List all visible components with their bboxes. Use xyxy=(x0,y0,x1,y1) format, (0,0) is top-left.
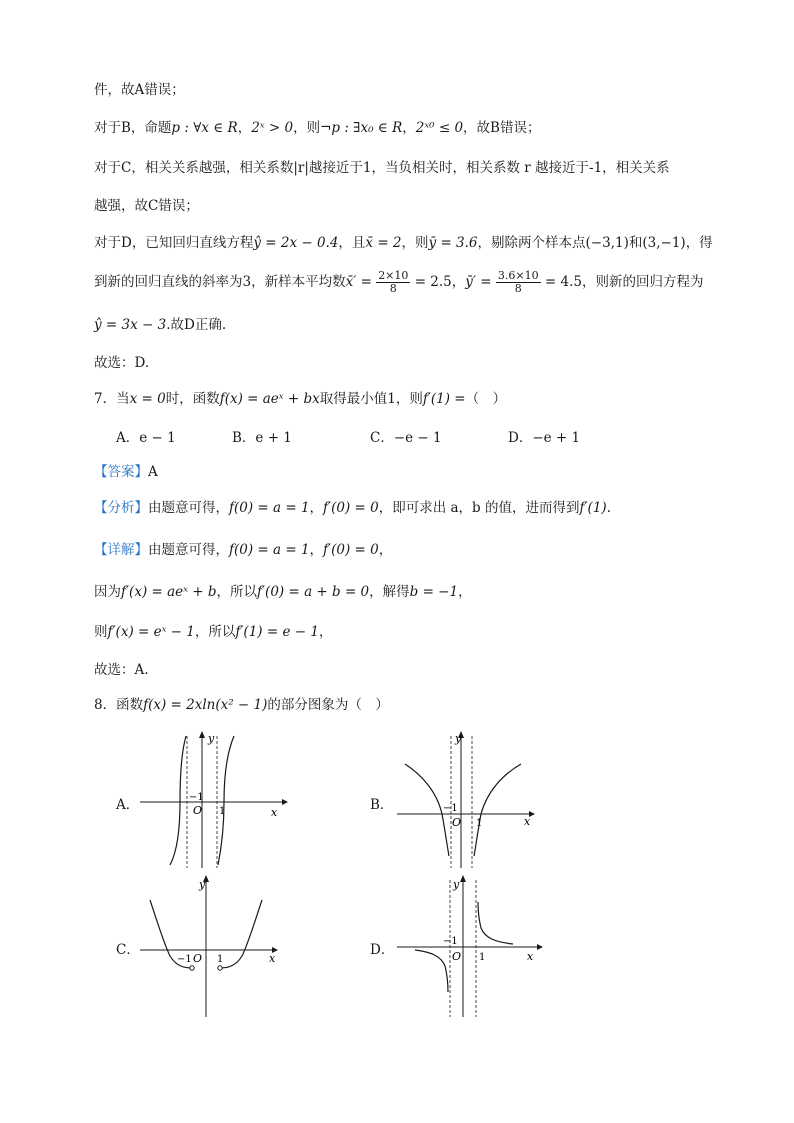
text-line-2: 对于B，命题p : ∀x ∈ R，2ˣ > 0，则¬p : ∃x₀ ∈ R，2ˣ⁰ ≤ 0，故B错误； xyxy=(94,120,541,136)
figure-b xyxy=(397,730,547,874)
x-label: x xyxy=(524,815,531,828)
neg1-label: −1 xyxy=(189,792,204,803)
text-line-3: 对于C，相关关系越强，相关系数|r|越接近于1，当负相关时，相关系数 r 越接近于-1，相关关系 xyxy=(94,160,670,176)
curve-left xyxy=(170,736,186,865)
y-label: y xyxy=(453,878,460,891)
because-line: 因为f′(x) = aeˣ + b，所以f′(0) = a + b = 0，解得b = −1， xyxy=(94,584,472,600)
figure-c-label: C． xyxy=(116,942,140,958)
text-line-4: 越强，故C错误； xyxy=(94,198,199,214)
x-label: x xyxy=(269,952,276,965)
y-label: y xyxy=(199,878,206,891)
option-b: B．e + 1 xyxy=(232,430,292,446)
text-line-6: 到新的回归直线的斜率为3，新样本平均数x̄′ = $\frac{2\times 10}{8}$ = 2.5，ȳ′ = $\frac{3.6\times 10}{8}$ = 4.5，则新的回归方程为 xyxy=(94,269,704,295)
x-label: x xyxy=(271,806,278,819)
pos1-label: 1 xyxy=(479,952,486,963)
curve-right xyxy=(218,736,234,865)
figure-a xyxy=(140,730,290,874)
option-d: D．−e + 1 xyxy=(508,430,581,446)
analysis-line: 【分析】由题意可得，f(0) = a = 1，f′(0) = 0，即可求出 a，b 的值，进而得到f′(1). xyxy=(94,500,611,516)
question-8: 8．函数f(x) = 2xln(x² − 1)的部分图象为（ ） xyxy=(94,697,389,713)
origin-label: O xyxy=(452,816,462,829)
option-a: A．e − 1 xyxy=(116,430,176,446)
y-axis-arrow xyxy=(199,731,205,738)
fraction-x: $\frac{2\times 10}{8}$ xyxy=(378,269,409,295)
origin-label: O xyxy=(452,950,462,963)
pos1-label: 1 xyxy=(476,818,483,829)
open-point-right xyxy=(218,966,222,970)
x-axis-arrow xyxy=(537,944,543,950)
figure-d xyxy=(397,874,547,1023)
answer-tag: 【答案】 xyxy=(94,464,148,480)
origin-label: O xyxy=(193,952,203,965)
origin-label: O xyxy=(193,804,203,817)
pos1-label: 1 xyxy=(217,954,224,965)
curve-right xyxy=(220,900,262,968)
figure-d-label: D． xyxy=(370,942,395,958)
answer-line: 【答案】A xyxy=(94,464,158,480)
detail-line: 【详解】由题意可得，f(0) = a = 1，f′(0) = 0， xyxy=(94,542,393,558)
then-line: 则f′(x) = eˣ − 1，所以f′(1) = e − 1， xyxy=(94,624,333,640)
text-line-1: 件，故A错误； xyxy=(94,82,185,98)
choose-line: 故选：A. xyxy=(94,662,149,678)
text-line-7: ŷ = 3x − 3.故D正确. xyxy=(94,317,227,333)
option-c: C．−e − 1 xyxy=(370,430,442,446)
figure-a-label: A． xyxy=(116,797,140,813)
fraction-y: $\frac{3.6\times 10}{8}$ xyxy=(497,269,539,295)
open-point-left xyxy=(190,966,194,970)
pos1-label: 1 xyxy=(219,806,226,817)
x-label: x xyxy=(527,950,534,963)
figure-b-label: B． xyxy=(370,797,394,813)
analysis-tag: 【分析】 xyxy=(94,500,148,516)
detail-tag: 【详解】 xyxy=(94,542,148,558)
neg1-label: −1 xyxy=(443,803,458,814)
y-axis-arrow xyxy=(460,875,466,882)
x-axis-arrow xyxy=(282,799,288,805)
text-line-5: 对于D，已知回归直线方程ŷ = 2x − 0.4，且x̄ = 2，则ȳ = 3.6，剔除两个样本点(−3,1)和(3,−1)，得 xyxy=(94,235,713,251)
y-label: y xyxy=(455,732,462,745)
neg1-label: −1 xyxy=(443,936,458,947)
question-7: 7．当x = 0时，函数f(x) = aeˣ + bx取得最小值1，则f′(1) =（ ） xyxy=(94,391,507,407)
figure-c xyxy=(140,874,290,1023)
text-line-8: 故选：D. xyxy=(94,355,150,371)
curve-right xyxy=(478,902,513,944)
curve-left xyxy=(415,950,448,992)
curve-right xyxy=(474,764,521,856)
neg1-label: −1 xyxy=(177,954,192,965)
y-label: y xyxy=(208,732,215,745)
